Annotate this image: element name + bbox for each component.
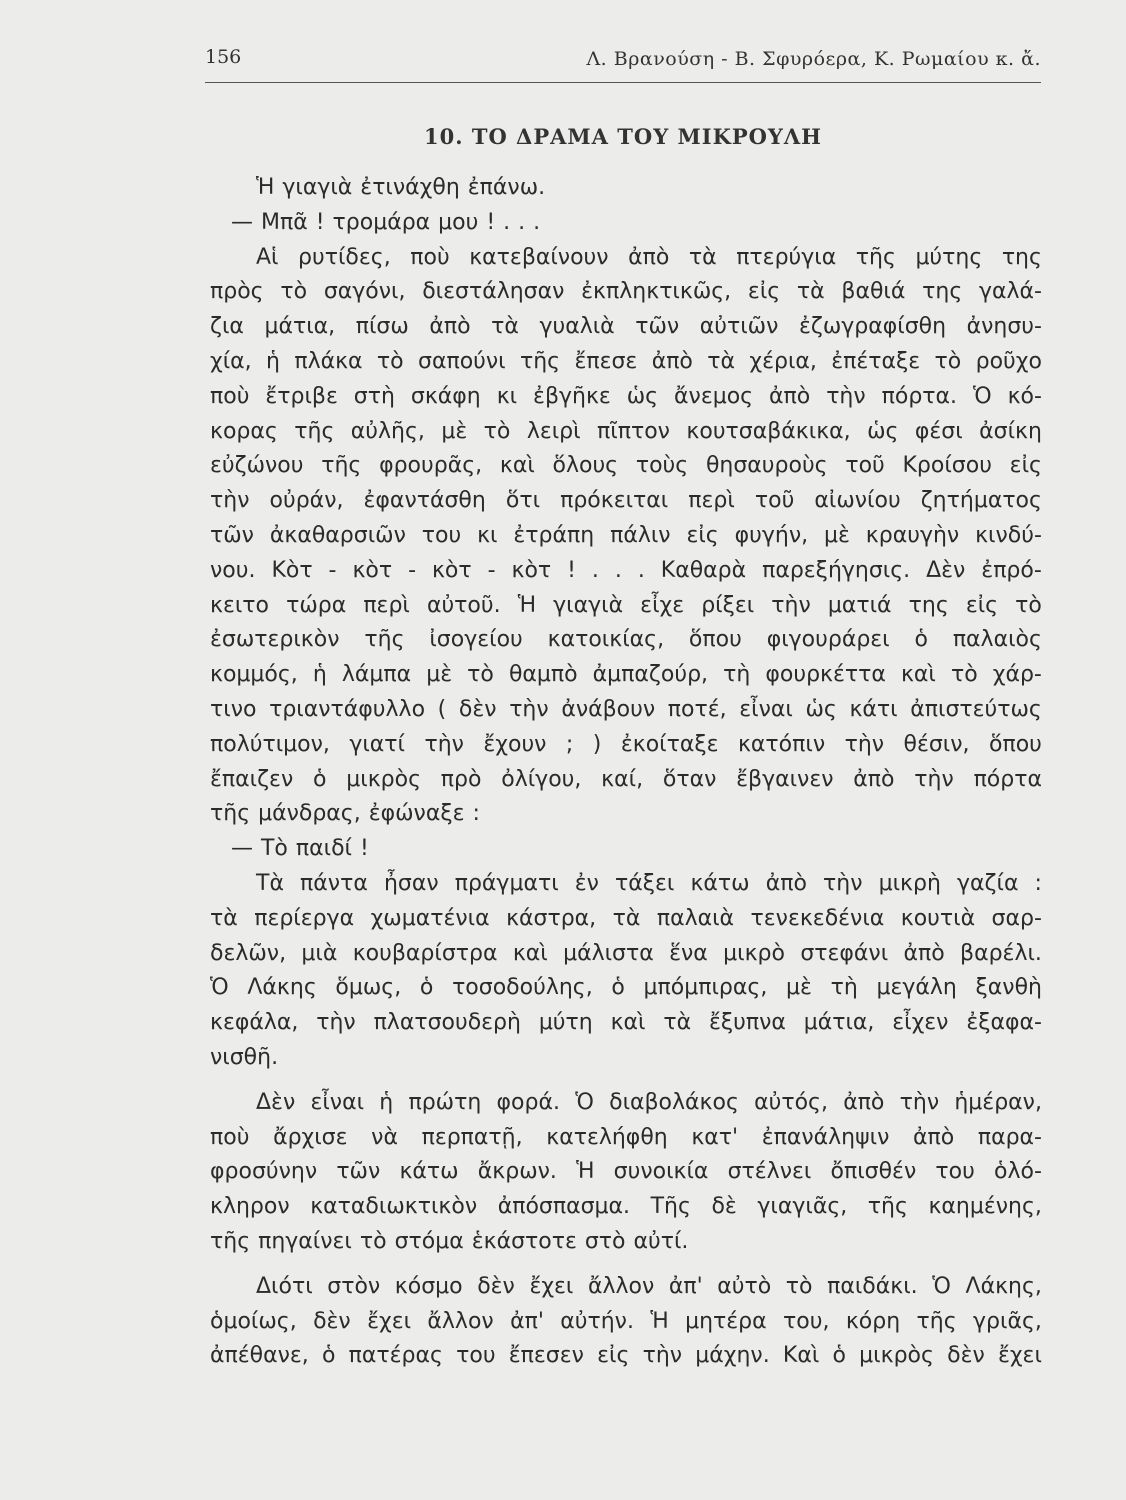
text-line: εὐζώνου τῆς φρουρᾶς, καὶ ὅλους τοὺς θησαυροὺς τοῦ Κροίσου εἰς [210,453,1042,479]
text-line: πρὸς τὸ σαγόνι, διεστάλησαν ἐκπληκτικῶς, εἰς τὰ βαθιά της γαλά- [210,279,1042,305]
text-line: Ἡ γιαγιὰ ἐτινάχθη ἐπάνω. [256,175,546,200]
text-line: τινο τριαντάφυλλο ( δὲν τὴν ἀνάβουν ποτέ, εἶναι ὡς κάτι ἀπιστεύτως [210,696,1042,722]
text-line: — Τὸ παιδί ! [231,836,369,862]
text-line: Τὰ πάντα ἦσαν πράγματι ἐν τάξει κάτω ἀπὸ τὴν μικρὴ γαζία : [256,870,1042,896]
body-text [210,171,1042,1374]
text-line: Αἱ ρυτίδες, ποὺ κατεβαίνουν ἀπὸ τὰ πτερύγια τῆς μύτης της [256,244,1042,270]
text-line: τῶν ἀκαθαρσιῶν του κι ἐτράπη πάλιν εἰς φυγήν, μὲ κραυγὴν κινδύ- [210,522,1042,548]
text-line: φροσύνην τῶν κάτω ἄκρων. Ἡ συνοικία στέλνει ὄπισθέν του ὁλό- [210,1159,1042,1185]
text-line: τῆς πηγαίνει τὸ στόμα ἑκάστοτε στὸ αὐτί. [210,1228,689,1254]
paragraph-gap [210,1260,1042,1270]
text-line: χία, ἡ πλάκα τὸ σαπούνι τῆς ἔπεσε ἀπὸ τὰ χέρια, ἐπέταξε τὸ ροῦχο [210,348,1042,374]
text-line: Διότι στὸν κόσμο δὲν ἔχει ἄλλον ἀπ' αὐτὸ τὸ παιδάκι. Ὁ Λάκης, [256,1273,1042,1299]
text-line: Ὁ Λάκης ὅμως, ὁ τοσοδούλης, ὁ μπόμπιρας, μὲ τὴ μεγάλη ξανθὴ [210,975,1042,1001]
page-header [205,42,1041,83]
text-line: ζια μάτια, πίσω ἀπὸ τὰ γυαλιὰ τῶν αὐτιῶν ἐζωγραφίσθη ἀνησυ- [210,314,1042,340]
text-line: νισθῆ. [210,1044,279,1070]
text-line: δελῶν, μιὰ κουβαρίστρα καὶ μάλιστα ἕνα μικρὸ στεφάνι ἀπὸ βαρέλι. [210,940,1042,966]
text-line: τὴν οὐράν, ἐφαντάσθη ὅτι πρόκειται περὶ τοῦ αἰωνίου ζητήματος [210,488,1042,514]
text-line: ποὺ ἔτριβε στὴ σκάφη κι ἐβγῆκε ὡς ἄνεμος ἀπὸ τὴν πόρτα. Ὁ κό- [210,383,1042,409]
text-line: ἀπέθανε, ὁ πατέρας του ἔπεσεν εἰς τὴν μάχην. Καὶ ὁ μικρὸς δὲν ἔχει [210,1343,1042,1369]
text-line: ἔπαιζεν ὁ μικρὸς πρὸ ὀλίγου, καί, ὅταν ἔβγαινεν ἀπὸ τὴν πόρτα [210,766,1042,792]
text-line: κομμός, ἡ λάμπα μὲ τὸ θαμπὸ ἀμπαζούρ, τὴ φουρκέττα καὶ τὸ χάρ- [210,662,1042,688]
paragraph-gap [210,1076,1042,1086]
text-line: κεφάλα, τὴν πλατσουδερὴ μύτη καὶ τὰ ἔξυπνα μάτια, εἶχεν ἐξαφα- [210,1010,1042,1036]
text-line: τῆς μάνδρας, ἐφώναξε : [210,801,480,827]
text-line: ἐσωτερικὸν τῆς ἰσογείου κατοικίας, ὅπου φιγουράρει ὁ παλαιὸς [210,627,1042,653]
text-line: νου. Κὸτ - κὸτ - κὸτ - κὸτ ! . . . Καθαρὰ παρεξήγησις. Δὲν ἐπρό- [210,557,1042,583]
text-line: — Μπᾶ ! τρομάρα μου ! . . . [231,209,541,235]
text-line: κειτο τώρα περὶ αὐτοῦ. Ἡ γιαγιὰ εἶχε ρίξει τὴν ματιά της εἰς τὸ [210,592,1042,618]
text-line: τὰ περίεργα χωματένια κάστρα, τὰ παλαιὰ τενεκεδένια κουτιὰ σαρ- [210,905,1042,931]
text-line: ὁμοίως, δὲν ἔχει ἄλλον ἀπ' αὐτήν. Ἡ μητέρα του, κόρη τῆς γριᾶς, [210,1308,1042,1334]
text-line: κληρον καταδιωκτικὸν ἀπόσπασμα. Τῆς δὲ γιαγιᾶς, τῆς καημένης, [210,1194,1042,1220]
chapter-title: 10. ΤΟ ΔΡΑΜΑ ΤΟΥ ΜΙΚΡΟΥΛΗ [423,124,823,149]
page-number: 156 [205,46,242,68]
running-head: Λ. Βρανούση - Β. Σφυρόερα, Κ. Ρωμαίου κ. ἄ. [586,48,1041,70]
text-line: πολύτιμον, γιατί τὴν ἔχουν ; ) ἐκοίταξε κατόπιν τὴν θέσιν, ὅπου [210,731,1042,757]
text-line: Δὲν εἶναι ἡ πρώτη φορά. Ὁ διαβολάκος αὐτός, ἀπὸ τὴν ἡμέραν, [256,1089,1042,1115]
text-line: ποὺ ἄρχισε νὰ περπατῇ, κατελήφθη κατ' ἐπανάληψιν ἀπὸ παρα- [210,1124,1042,1150]
text-line: κορας τῆς αὐλῆς, μὲ τὸ λειρὶ πῖπτον κουτσαβάκικα, ὡς φέσι ἀσίκη [210,418,1042,444]
